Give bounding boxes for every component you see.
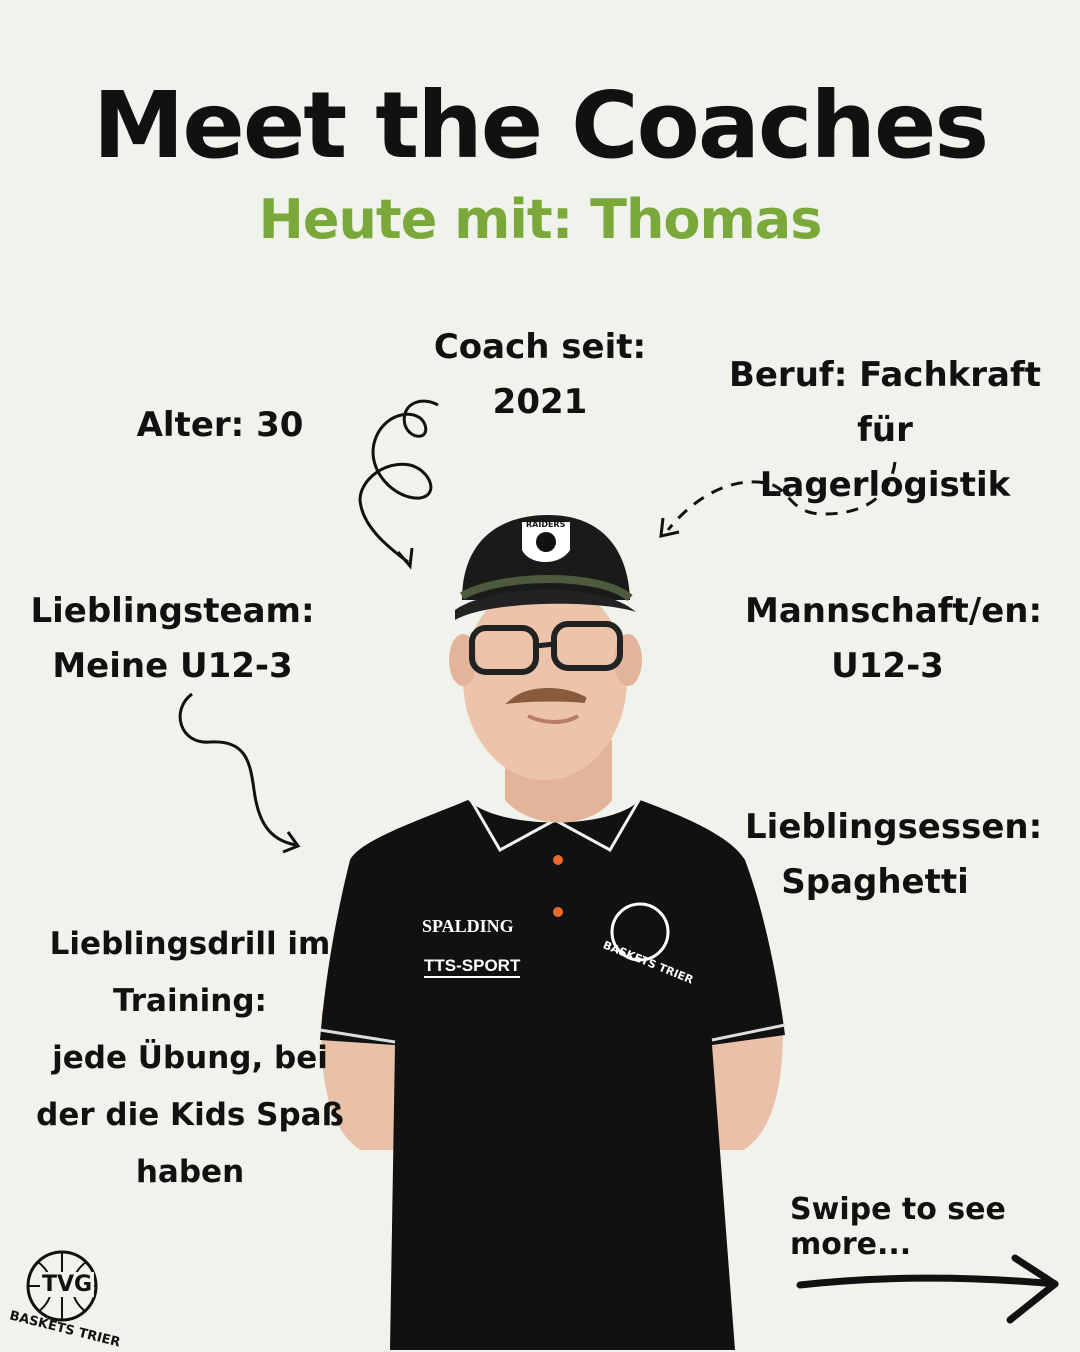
fact-job: [700, 348, 1070, 513]
swipe-hint: Swipe to see more...: [790, 1192, 1006, 1262]
squiggle-arrow-icon: [180, 694, 296, 845]
fact-job-label: Beruf: Fachkraft für: [728, 355, 1042, 450]
fact-favorite-team-value: Meine U12-3: [52, 646, 293, 686]
fact-favorite-drill-line2: Training:: [113, 983, 267, 1019]
shirt-brand-tts: TTS-SPORT: [424, 956, 520, 978]
fact-coach-since-value: 2021: [492, 382, 588, 422]
fact-age: [120, 398, 320, 453]
shirt-club-label: BASKETS TRIER: [601, 938, 696, 987]
shirt-brand-spalding: SPALDING: [422, 916, 514, 936]
fact-teams-label: Mannschaft/en:: [745, 591, 1043, 631]
fact-favorite-food-value: Spaghetti: [781, 862, 969, 902]
page-subtitle: Heute mit: Thomas: [258, 188, 822, 251]
fact-age-text: Alter: 30: [136, 405, 304, 445]
fact-favorite-drill-line3: jede Übung, bei: [52, 1040, 328, 1076]
fact-favorite-drill: [30, 916, 350, 1201]
fact-favorite-drill-line1: Lieblingsdrill im: [49, 926, 331, 962]
fact-favorite-food: [745, 800, 1043, 910]
fact-teams-value: U12-3: [831, 646, 944, 686]
fact-teams: [745, 584, 1043, 694]
fact-favorite-drill-line4: der die Kids Spaß: [36, 1097, 344, 1133]
loop-arrow-icon: [360, 401, 438, 562]
fact-favorite-food-label: Lieblingsessen:: [745, 807, 1043, 847]
page-title: Meet the Coaches: [92, 72, 988, 179]
club-logo: [6, 1240, 124, 1351]
fact-job-value: Lagerlogistik: [759, 465, 1011, 505]
club-logo-text: TVG: [42, 1272, 93, 1297]
fact-coach-since-label: Coach seit:: [433, 327, 647, 367]
club-logo-subtext: BASKETS TRIER: [7, 1308, 122, 1351]
cap-logo-text: RAIDERS: [526, 520, 566, 529]
fact-favorite-team: [30, 584, 315, 694]
fact-favorite-drill-line5: haben: [135, 1154, 245, 1190]
swipe-arrow-icon: [800, 1278, 1055, 1285]
fact-favorite-team-label: Lieblingsteam:: [30, 591, 315, 631]
fact-coach-since: [430, 320, 650, 430]
